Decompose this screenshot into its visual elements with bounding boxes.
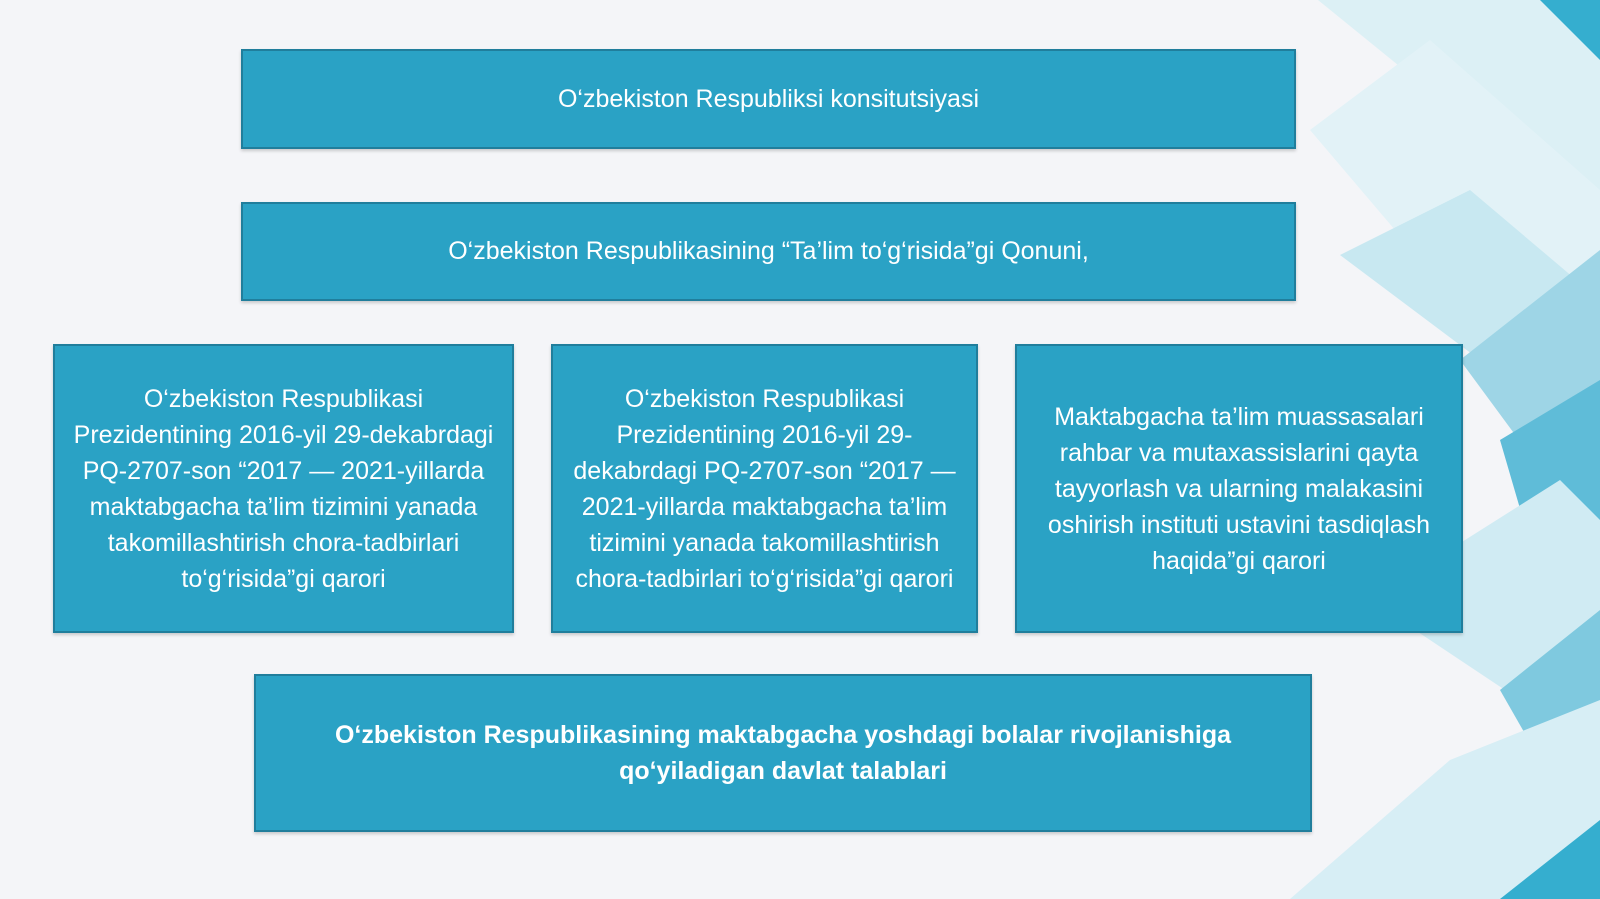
- constitution-label: O‘zbekiston Respubliksi konsitutsiyasi: [557, 84, 979, 113]
- institute-charter-decree-box: [1015, 344, 1463, 633]
- institute-charter-decree-label: Maktabgacha ta’lim muassasalari rahbar va mutaxassislarini qayta tayyorlash va ularning malakasini oshirish instituti ustavini tasdiqlash haqida”gi qarori: [1047, 402, 1431, 575]
- presidential-decree-label-2: O‘zbekiston Respublikasi Prezidentining 2016-yil 29-dekabrdagi PQ-2707-son “2017 — 2021-yillarda maktabgacha ta’lim tizimini yanada takomillashtirish chora-tadbirlari to‘g‘risida”gi qarori: [573, 384, 956, 593]
- education-law-box: [241, 202, 1296, 301]
- education-law-label: O‘zbekiston Respublikasining “Ta’lim to‘g‘risida”gi Qonuni,: [448, 237, 1089, 265]
- state-requirements-box: [254, 674, 1312, 832]
- presidential-decree-box-1: [53, 344, 514, 633]
- presidential-decree-label-1: O‘zbekiston Respublikasi Prezidentining 2016-yil 29-dekabrdagi PQ-2707-son “2017 — 2021-yillarda maktabgacha ta’lim tizimini yanada takomillashtirish chora-tadbirlari to‘g‘risida”gi qarori: [73, 384, 494, 593]
- presidential-decree-box-2: [551, 344, 978, 633]
- state-requirements-label: O‘zbekiston Respublikasining maktabgacha yoshdagi bolalar rivojlanishiga qo‘yiladigan davlat talablari: [334, 721, 1232, 785]
- constitution-box: [241, 49, 1296, 149]
